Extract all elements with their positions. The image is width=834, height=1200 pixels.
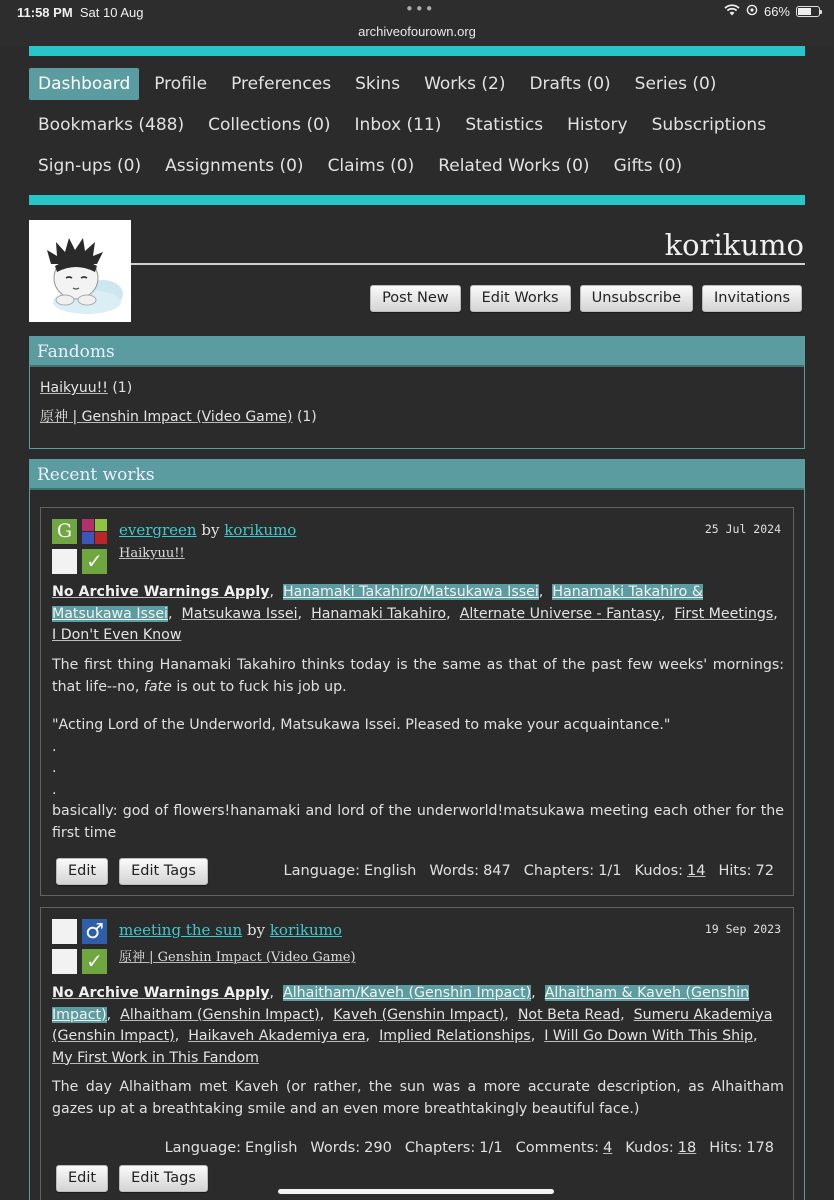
work-actions [56,1165,208,1192]
stat-label: Hits: [718,863,752,879]
summary-quote: "Acting Lord of the Underworld, Matsukawa Issei. Pleased to make your acquaintance." [52,717,671,733]
edit-works-button[interactable]: Edit Works [470,285,571,312]
fandom-item [40,406,794,426]
freeform-tag[interactable]: Haikaveh Akademiya era [188,1028,366,1044]
by-text: by [246,921,266,939]
freeform-tag[interactable]: First Meetings [674,605,774,622]
fandom-link[interactable]: Haikyuu!! [40,380,108,396]
stat-value: 847 [483,863,511,879]
category-mm-icon: ♂ [82,919,107,944]
dashboard-nav-item[interactable]: Assignments (0) [165,156,304,176]
freeform-tag[interactable]: Hanamaki Takahiro [311,605,447,622]
work-fandom-link[interactable]: 原神 | Genshin Impact (Video Game) [119,950,356,965]
recent-works-heading: Recent works [30,460,804,490]
address-bar[interactable]: archiveofourown.org [358,24,476,39]
by-text: by [201,521,220,539]
dashboard-nav-item[interactable]: History [567,115,628,135]
summary-paragraph: The day Alhaitham met Kaveh (or rather, the sun was a more accurate description, as Alhaitham gazes up at a breathtaking smile and an even more breathtakingly beautiful face.) [52,1079,784,1117]
relationship-tag[interactable]: Hanamaki Takahiro/Matsukawa Issei [282,584,539,600]
edit-button[interactable]: Edit [56,1165,108,1192]
stat-value[interactable]: 18 [677,1140,697,1156]
work-tags: No Archive Warnings Apply, Hanamaki Takahiro/Matsukawa Issei, Hanamaki Takahiro & Matsukawa Issei, Matsukawa Issei, Hanamaki Takahiro, Alternate Universe - Fantasy, First Meetings, I Don't Even Know [52,584,783,643]
work-actions [56,858,208,885]
dashboard-nav-item[interactable]: Collections (0) [208,115,331,135]
no-warning-icon [52,949,77,974]
fandoms-box [29,336,805,449]
status-time: 11:58 PM Sat 10 Aug [17,5,144,20]
warning-tag[interactable]: No Archive Warnings Apply [52,584,270,600]
fandoms-heading: Fandoms [30,337,804,367]
dashboard-nav-item[interactable]: Related Works (0) [438,156,590,176]
stat-label: Hits: [709,1140,743,1156]
edit-tags-button[interactable]: Edit Tags [119,858,208,885]
complete-check-icon: ✓ [82,949,107,974]
relationship-tag[interactable]: Alhaitham/Kaveh (Genshin Impact) [282,985,532,1001]
fandoms-list [30,367,804,442]
stat-value: 1/1 [598,863,622,879]
no-warning-icon [52,549,77,574]
header-divider [131,263,805,265]
dashboard-nav-item[interactable]: Skins [355,74,401,94]
relationship-tag[interactable]: Alhaitham & Kaveh (Genshin Impact) [52,985,750,1023]
dashboard-nav-item[interactable]: Inbox (11) [354,115,442,135]
work-stats [165,1140,774,1156]
summary-dot: . [52,781,57,798]
stat-value: English [245,1140,298,1156]
battery-icon [796,6,820,17]
dashboard-nav-item[interactable]: Bookmarks (488) [38,115,185,135]
warning-tag[interactable]: No Archive Warnings Apply [52,985,270,1001]
summary-paragraph: basically: god of flowers!hanamaki and lord of the underworld!matsukawa meeting each other for the first time [52,803,784,841]
stat-label: Comments: [515,1140,600,1156]
work-blurb [40,907,794,1200]
dashboard-navigation [29,64,805,187]
work-blurb [40,507,794,896]
freeform-tag[interactable]: I Don't Even Know [52,627,182,643]
stat-label: Chapters: [404,1140,476,1156]
author-link[interactable]: korikumo [224,521,297,539]
dashboard-nav-row [29,146,805,186]
work-fandom-link[interactable]: Haikyuu!! [119,546,185,561]
dashboard-nav-item[interactable]: Profile [154,74,208,94]
invitations-button[interactable]: Invitations [702,285,802,312]
stat-label: Kudos: [625,1140,674,1156]
dashboard-nav-item[interactable]: Claims (0) [327,156,415,176]
battery-percent: 66% [763,4,790,19]
stat-label: Language: [164,1140,242,1156]
category-multi-icon [82,519,107,544]
username-heading: korikumo [664,228,804,262]
status-bar [0,0,834,46]
stat-label: Words: [429,863,480,879]
user-avatar[interactable] [29,220,131,322]
edit-tags-button[interactable]: Edit Tags [119,1165,208,1192]
dashboard-nav-row [29,64,805,104]
work-stats [284,863,774,879]
stat-value: 290 [364,1140,392,1156]
work-title-link[interactable]: evergreen [119,521,197,539]
bottom-teal-bar [29,195,805,205]
dashboard-nav-item[interactable]: Gifts (0) [613,156,683,176]
stat-label: Kudos: [634,863,684,879]
summary-dot: . [52,760,57,776]
work-summary [52,655,784,844]
stat-label: Chapters: [523,863,595,879]
dashboard-nav-item[interactable]: Subscriptions [651,115,767,135]
work-summary [52,1077,784,1120]
required-tags-symbols [52,919,108,975]
home-indicator[interactable] [278,1189,554,1194]
post-new-button[interactable]: Post New [370,285,461,312]
rating-general-icon: G [52,519,77,544]
freeform-tag[interactable]: I Will Go Down With This Ship [544,1028,754,1044]
work-title-link[interactable]: meeting the sun [119,921,243,939]
stat-label: Words: [310,1140,361,1156]
work-heading [119,521,296,539]
relationship-tag[interactable]: Hanamaki Takahiro & Matsukawa Issei [52,584,703,622]
fandom-link[interactable]: 原神 | Genshin Impact (Video Game) [40,409,293,425]
fandom-count: (1) [112,380,133,396]
wifi-icon [724,4,740,19]
status-indicators [724,4,820,19]
summary-dot: . [52,738,57,755]
dashboard-nav-item[interactable]: Series (0) [634,74,717,94]
unsubscribe-button[interactable]: Unsubscribe [580,285,693,312]
dashboard-nav-item[interactable]: Statistics [465,115,544,135]
freeform-tag[interactable]: My First Work in This Fandom [52,1049,259,1066]
edit-button[interactable]: Edit [56,858,108,885]
freeform-tag[interactable]: Alhaitham (Genshin Impact) [120,1006,320,1023]
author-link[interactable]: korikumo [269,921,342,939]
summary-paragraph: The first thing Hanamaki Takahiro thinks today is the same as that of the past few weeks' mornings: that life--no, fate is out to fuck his job up. [52,657,784,695]
more-dots-icon[interactable]: ••• [405,0,435,18]
dashboard-nav-row [29,105,805,145]
stat-value: 72 [755,863,774,879]
stat-label: Language: [283,863,360,879]
complete-check-icon: ✓ [82,549,107,574]
stat-value: 178 [746,1140,774,1156]
dashboard-nav-item[interactable]: Drafts (0) [529,74,611,94]
stat-value: English [364,863,417,879]
dashboard-nav-item[interactable]: Dashboard [29,68,139,100]
work-date: 25 Jul 2024 [704,522,781,536]
stat-value[interactable]: 4 [603,1140,613,1156]
fandom-item [40,380,794,396]
fandom-count: (1) [296,409,317,425]
freeform-tag[interactable]: Kaveh (Genshin Impact) [333,1006,505,1023]
stat-value: 1/1 [479,1140,503,1156]
work-tags: No Archive Warnings Apply, Alhaitham/Kaveh (Genshin Impact), Alhaitham & Kaveh (Genshin Impact), Alhaitham (Genshin Impact), Kaveh (Genshin Impact), Not Beta Read, Sumeru Akademiya (Genshin Impact), Haikaveh Akademiya era, Implied Relationships, I Will Go Down With This Ship, My First Work in This Fandom [52,985,773,1066]
dashboard-nav-item[interactable]: Preferences [231,74,332,94]
dashboard-nav-item[interactable]: Works (2) [424,74,506,94]
required-tags-symbols [52,519,108,575]
top-teal-bar [29,46,805,56]
work-heading [119,921,342,939]
freeform-tag[interactable]: Not Beta Read [517,1006,621,1023]
freeform-tag[interactable]: Alternate Universe - Fantasy [459,605,661,622]
freeform-tag[interactable]: Sumeru Akademiya (Genshin Impact) [52,1006,773,1044]
user-actions [370,285,802,312]
rating-not-rated-icon [52,919,77,944]
location-icon [746,4,758,19]
dashboard-nav-item[interactable]: Sign-ups (0) [38,156,142,176]
work-date: 19 Sep 2023 [704,922,781,936]
stat-value[interactable]: 14 [687,863,706,879]
freeform-tag[interactable]: Matsukawa Issei [181,605,298,622]
freeform-tag[interactable]: Implied Relationships [379,1028,531,1044]
